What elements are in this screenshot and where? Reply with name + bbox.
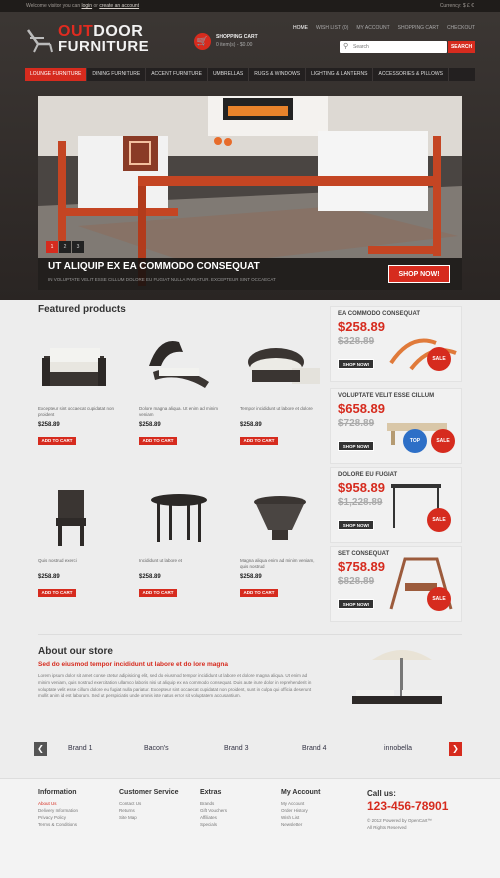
sale-badge: SALE [431,429,455,453]
about-title: About our store [38,646,113,657]
slide-caption: UT ALIQUIP EX EA COMMODO CONSEQUAT [48,261,260,272]
section-divider [38,634,462,635]
sale-badge: SALE [427,587,451,611]
product-image-firepit [240,484,324,550]
about-subtitle: Sed do eiusmod tempor incididunt ut labore et do lore magna [38,661,228,668]
promo-title: EA COMMODO CONSEQUAT [338,311,420,317]
menu-umbrellas[interactable]: UMBRELLAS [208,68,249,81]
add-to-cart-button[interactable]: ADD TO CART [240,437,278,445]
logo-line-1: OUTDOOR [58,23,144,40]
product-image-chair [38,484,122,550]
call-us-title: Call us: [367,789,396,798]
product-price: $258.89 [139,574,161,580]
sale-badge: SALE [427,347,451,371]
promo-banner[interactable] [330,467,462,543]
main-menu [25,68,475,81]
promo-shop-now-button[interactable]: SHOP NOW! [338,441,374,451]
footer [0,778,500,878]
menu-accent-furniture[interactable]: ACCENT FURNITURE [146,68,208,81]
search-button[interactable]: SEARCH [448,41,475,53]
create-account-link[interactable]: create an account [99,3,140,9]
cart-title: SHOPPING CART [216,34,258,40]
cart-summary: 0 item(s) - $0.00 [216,42,253,48]
promo-old-price: $828.89 [338,576,375,587]
login-link[interactable]: login [81,3,93,9]
brand-logo[interactable]: Brand 3 [224,745,249,752]
product-price: $258.89 [240,574,262,580]
welcome-text [26,3,139,9]
product-price: $258.89 [240,422,262,428]
product-name[interactable]: Incididunt ut labore et [139,558,183,563]
about-image-umbrella-loungers [332,640,462,720]
promo-old-price: $728.89 [338,418,375,429]
top-navigation [293,25,475,31]
add-to-cart-button[interactable]: ADD TO CART [38,437,76,445]
product-name[interactable]: Dolore magna aliqua. Ut enim ad minim veniam [139,406,219,417]
menu-rugs-windows[interactable]: RUGS & WINDOWS [249,68,306,81]
topnav-home[interactable]: HOME [292,25,308,31]
product-price: $258.89 [38,574,60,580]
search-box [340,41,447,53]
footer-information: Information About Us Delivery Information Privacy Policy Terms & Conditions [38,789,79,827]
cart-icon: 🛒 [194,33,211,50]
menu-accessories-pillows[interactable]: ACCESSORIES & PILLOWS [373,68,448,81]
promo-shop-now-button[interactable]: SHOP NOW! [338,599,374,609]
product-price: $258.89 [139,422,161,428]
promo-old-price: $328.89 [338,336,375,347]
footer-customer-service: Customer Service Contact Us Returns Site Map [119,789,179,820]
copyright: © 2012 Powered by OpenCart™ All Rights Reserved [367,818,432,830]
footer-extras: Extras Brands Gift Vouchers Affiliates Specials [200,789,228,827]
promo-shop-now-button[interactable]: SHOP NOW! [338,520,374,530]
hero-slider[interactable] [38,96,462,290]
brand-logo[interactable]: Brand 1 [68,745,93,752]
brand-logo[interactable]: Bacon's [144,745,169,752]
sale-badge: SALE [427,508,451,532]
promo-price: $658.89 [338,401,385,416]
hero-shop-now-button[interactable]: SHOP NOW! [388,265,450,283]
topnav-checkout[interactable]: CHECKOUT [446,25,475,31]
product-price: $258.89 [38,422,60,428]
product-name[interactable]: Magna aliqua enim ad minim veniam, quis nostrud [240,558,315,569]
menu-lighting-lanterns[interactable]: LIGHTING & LANTERNS [306,68,373,81]
promo-title: SET CONSEQUAT [338,551,390,557]
product-image-canopy-lounger [139,332,223,398]
topnav-cart[interactable]: SHOPPING CART [397,25,439,31]
promo-old-price: $1,228.89 [338,497,383,508]
phone-number[interactable]: 123-456-78901 [367,799,449,813]
product-name[interactable]: Excepteur sint occaecat cupidatat non proident [38,406,115,417]
menu-lounge-furniture[interactable]: LOUNGE FURNITURE [25,68,87,81]
promo-banner[interactable] [330,546,462,622]
menu-dining-furniture[interactable]: DINING FURNITURE [87,68,146,81]
product-name[interactable]: Quis nostrud exerci [38,558,77,563]
slide-1-button[interactable]: 1 [46,241,58,253]
store-logo[interactable] [24,24,164,56]
product-image-sofa [38,332,122,398]
promo-shop-now-button[interactable]: SHOP NOW! [338,359,374,369]
slide-caption-bar [38,258,462,290]
promo-price: $958.89 [338,480,385,495]
featured-title: Featured products [38,304,126,315]
currency-switcher[interactable]: Currency: $ £ € [439,3,474,9]
search-icon: ⚲ [343,43,349,50]
logo-line-2: FURNITURE [58,38,150,55]
promo-price: $758.89 [338,559,385,574]
promo-banner[interactable] [330,388,462,464]
slide-subcaption: IN VOLUPTATE VELIT ESSE CILLUM DOLORE EU FUGIAT NULLA PARIATUR. EXCEPTEUR SINT OCCAECAT [48,277,276,282]
product-image-daybed [240,332,324,398]
top-bar [0,0,500,12]
shopping-cart[interactable] [194,33,286,55]
welcome-label: Welcome visitor you can [26,3,81,9]
brand-logo[interactable]: innobella [384,745,413,752]
search-input[interactable] [353,42,443,52]
topnav-wishlist[interactable]: WISH LIST (0) [315,25,349,31]
slide-3-button[interactable]: 3 [72,241,84,253]
top-badge: TOP [403,429,427,453]
footer-my-account: My Account My Account Order History Wish List Newsletter [281,789,321,827]
product-name[interactable]: Tempor incididunt ut labore et dolore [240,406,313,411]
add-to-cart-button[interactable]: ADD TO CART [38,589,76,597]
slider-pagination [46,241,84,253]
add-to-cart-button[interactable]: ADD TO CART [139,589,177,597]
or-label: or [93,3,98,9]
add-to-cart-button[interactable]: ADD TO CART [240,589,278,597]
promo-title: DOLORE EU FUGIAT [338,472,398,478]
slide-2-button[interactable]: 2 [59,241,71,253]
carousel-next-icon[interactable]: ❯ [449,742,462,756]
product-image-table [139,484,223,550]
call-us [367,789,448,831]
brand-logo[interactable]: Brand 4 [302,745,327,752]
topnav-account[interactable]: MY ACCOUNT [356,25,390,31]
about-text: Lorem ipsum dolor sit amet conse ctetur adipisicing elit, sed do eiusmod tempor incididunt ut labore et dolore magna aliqua. Ut enim ad minim veniam, quis nostrud exercitation ullamco laboris nisi ut aliquip ex ea commodo consequat. Duis aute irure dolor in reprehenderit in voluptate velit esse cillum dolore eu fugiat nulla pariatur. Excepteur sint occaecat cupidatat non proident, sunt in culpa qui officia deserunt mollit anim id est laborum. Sed ut perspiciatis unde omnis iste natus error sit voluptatem accusantium. [38,673,312,699]
promo-banner[interactable] [330,306,462,382]
carousel-prev-icon[interactable]: ❮ [34,742,47,756]
brand-carousel [34,734,464,764]
chair-logo-icon [24,26,54,54]
promo-price: $258.89 [338,319,385,334]
promo-title: VOLUPTATE VELIT ESSE CILLUM [338,393,435,399]
add-to-cart-button[interactable]: ADD TO CART [139,437,177,445]
